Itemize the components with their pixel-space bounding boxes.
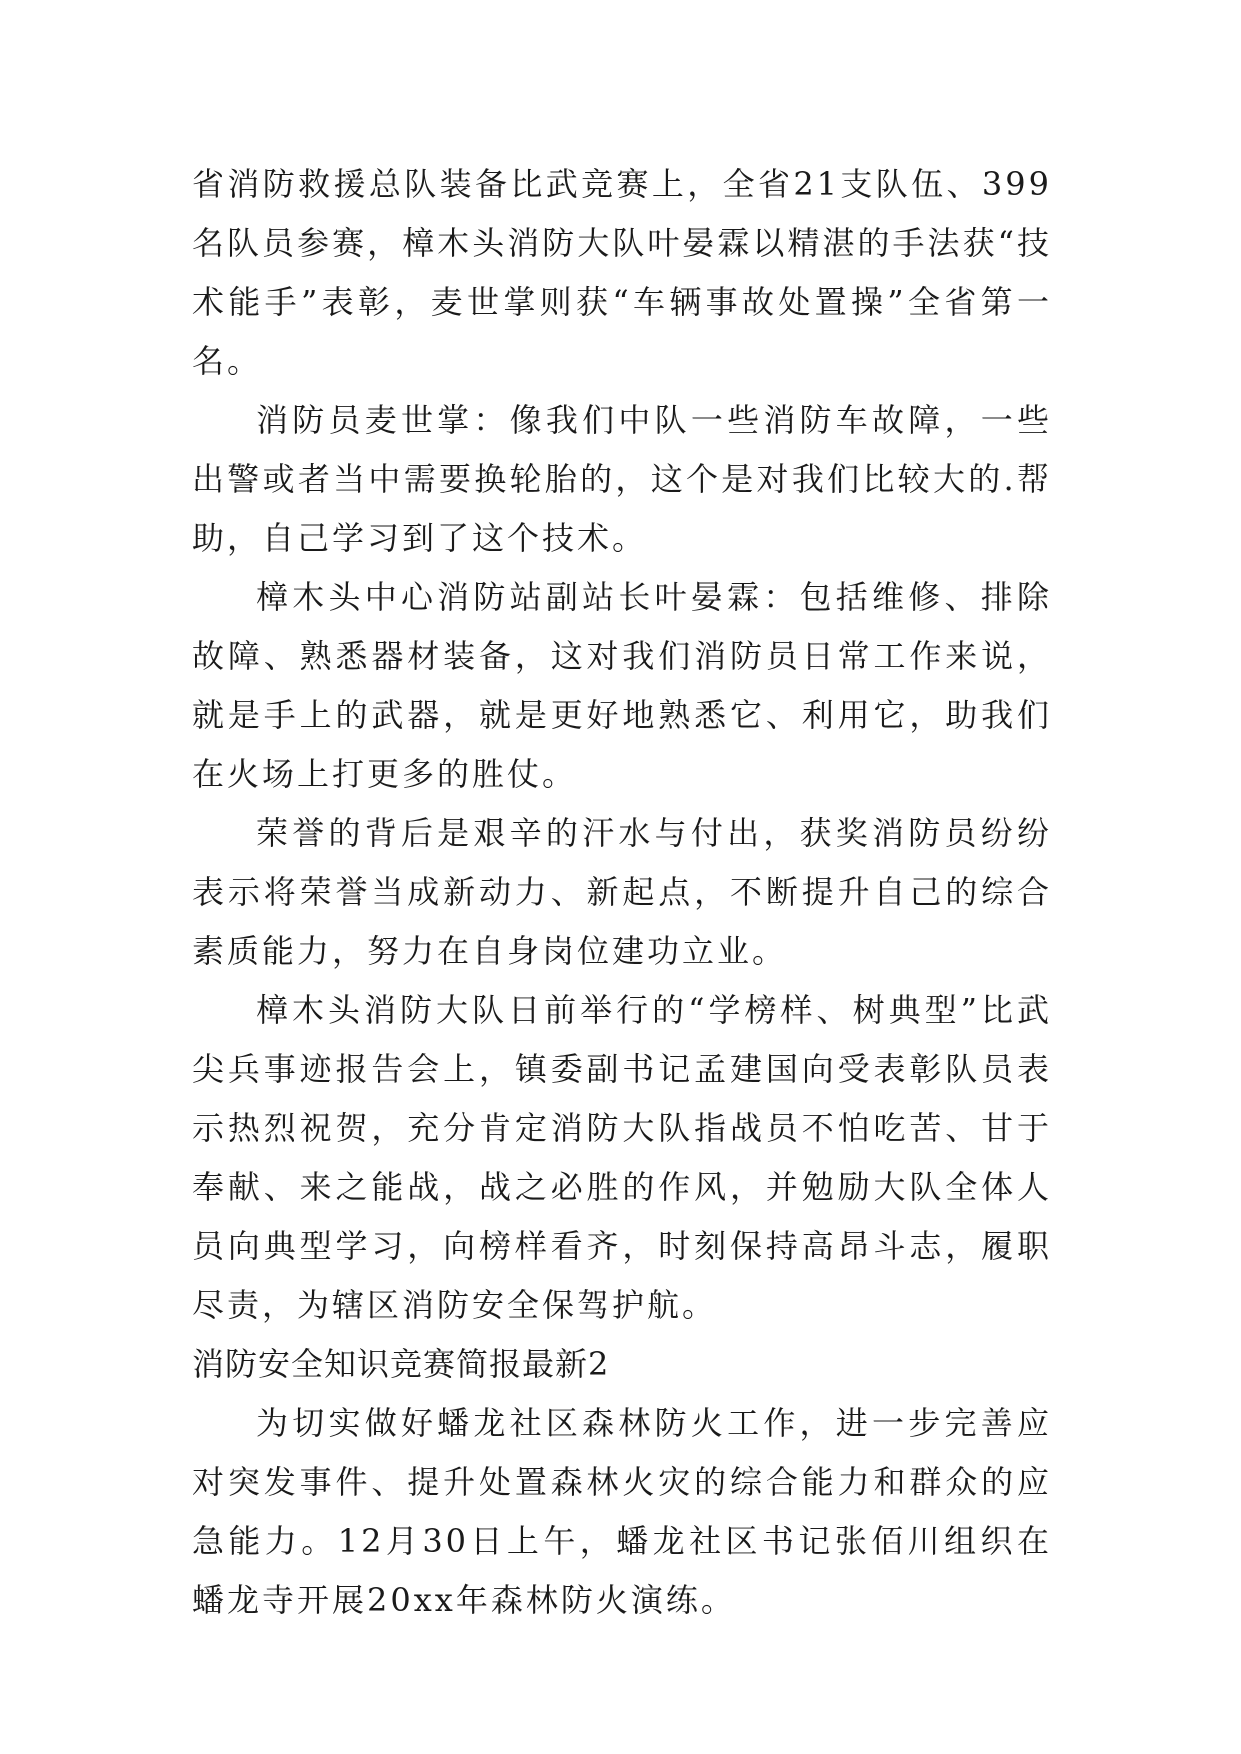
paragraph-competition-results: 省消防救援总队装备比武竞赛上，全省21支队伍、399名队员参赛，樟木头消防大队叶晏霖以精湛的手法获“技术能手”表彰，麦世掌则获“车辆事故处置操”全省第一名。 bbox=[192, 165, 1052, 380]
document-body bbox=[192, 155, 1052, 1630]
paragraph-honor: 荣誉的背后是艰辛的汗水与付出，获奖消防员纷纷表示将荣誉当成新动力、新起点，不断提升自己的综合素质能力，努力在自身岗位建功立业。 bbox=[192, 814, 1052, 970]
section-heading: 消防安全知识竞赛简报最新2 bbox=[192, 1345, 610, 1383]
paragraph-report-meeting: 樟木头消防大队日前举行的“学榜样、树典型”比武尖兵事迹报告会上，镇委副书记孟建国向受表彰队员表示热烈祝贺，充分肯定消防大队指战员不怕吃苦、甘于奉献、来之能战，战之必胜的作风，并勉励大队全体人员向典型学习，向榜样看齐，时刻保持高昂斗志，履职尽责，为辖区消防安全保驾护航。 bbox=[192, 991, 1052, 1324]
paragraph-quote-ye: 樟木头中心消防站副站长叶晏霖：包括维修、排除故障、熟悉器材装备，这对我们消防员日常工作来说，就是手上的武器，就是更好地熟悉它、利用它，助我们在火场上打更多的胜仗。 bbox=[192, 578, 1052, 793]
paragraph-quote-mai: 消防员麦世掌：像我们中队一些消防车故障，一些出警或者当中需要换轮胎的，这个是对我们比较大的.帮助，自己学习到了这个技术。 bbox=[192, 401, 1052, 557]
paragraph-fire-drill: 为切实做好蟠龙社区森林防火工作，进一步完善应对突发事件、提升处置森林火灾的综合能力和群众的应急能力。12月30日上午，蟠龙社区书记张佰川组织在蟠龙寺开展20xx年森林防火演练。 bbox=[192, 1404, 1052, 1619]
